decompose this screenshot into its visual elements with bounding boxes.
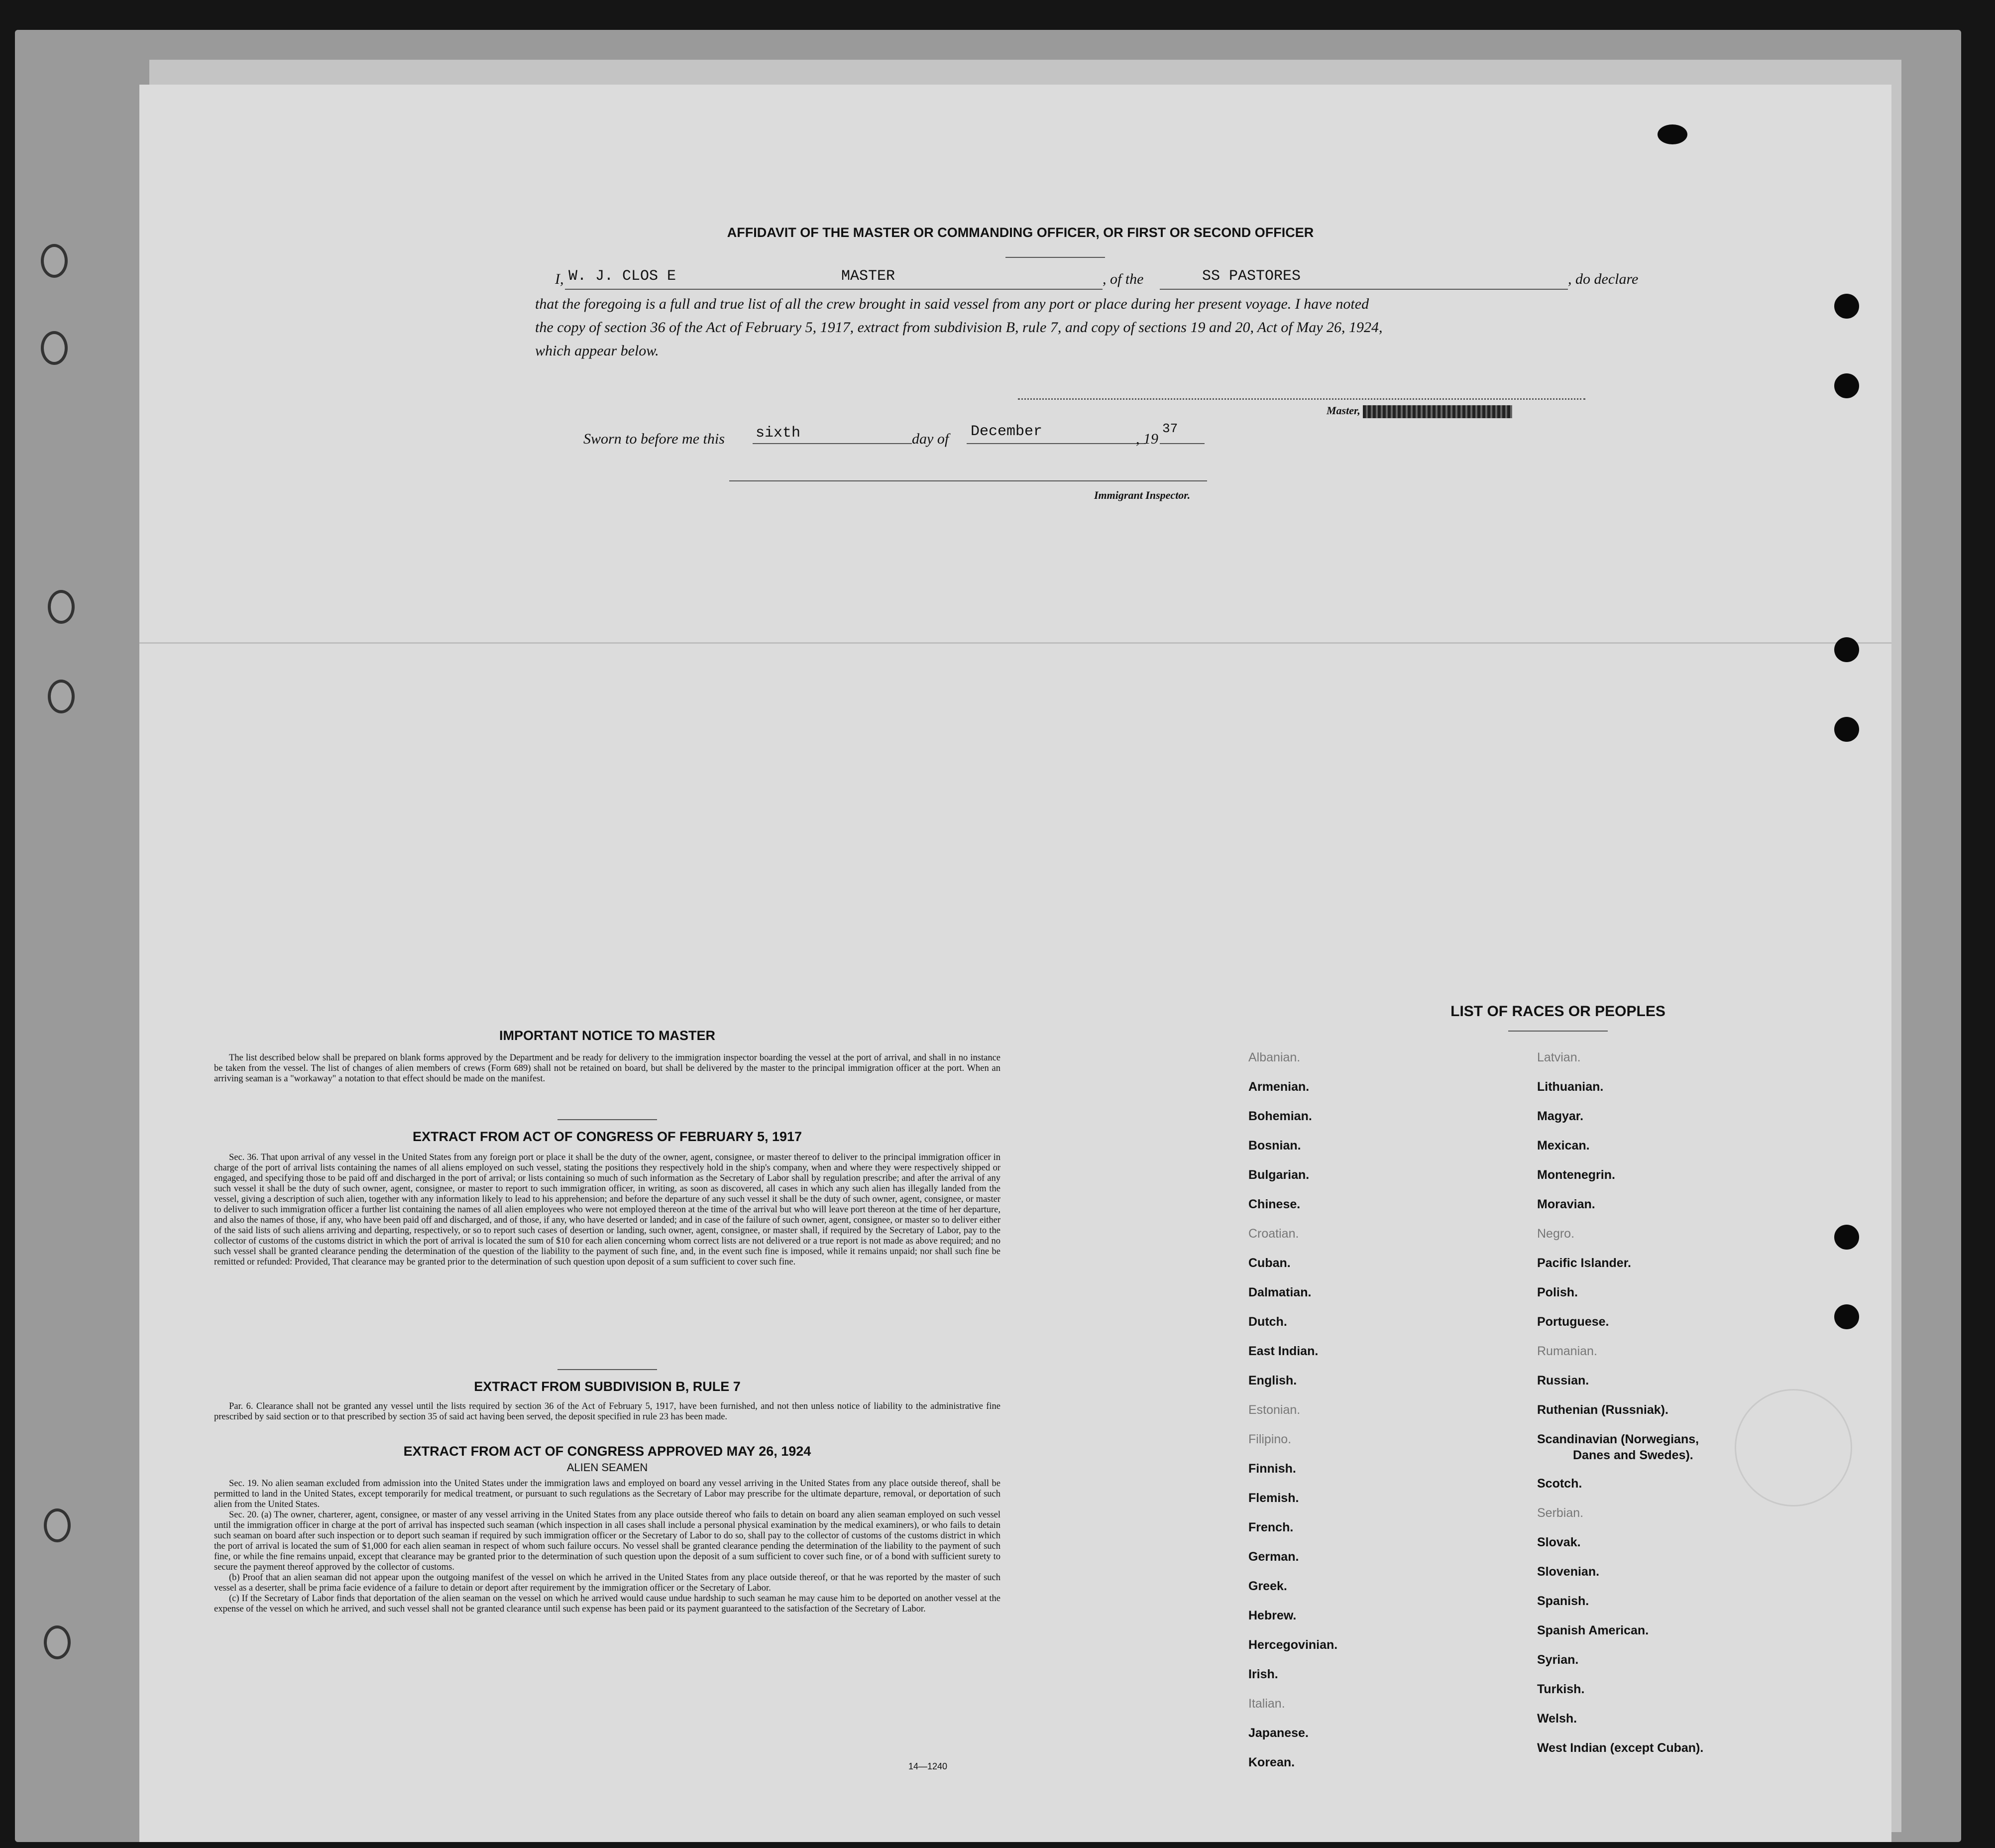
race-item: Syrian. bbox=[1537, 1653, 1579, 1667]
race-item: Russian. bbox=[1537, 1374, 1589, 1387]
race-item: Filipino. bbox=[1248, 1432, 1292, 1446]
punch-hole bbox=[1834, 717, 1859, 742]
race-item: Japanese. bbox=[1248, 1726, 1309, 1740]
notice-title: IMPORTANT NOTICE TO MASTER bbox=[499, 1028, 715, 1043]
race-item: Negro. bbox=[1537, 1227, 1575, 1241]
master-label-wrap bbox=[1327, 404, 1512, 418]
day-value: sixth bbox=[756, 425, 801, 442]
race-item: Hercegovinian. bbox=[1248, 1638, 1338, 1652]
sec-20b-text: (b) Proof that an alien seaman did not appear upon the outgoing manifest of the vessel on which he arrived in the United States from any place outside thereof, or that he was reported by the master of such vessel as a deserter, shall be prima facie evidence of a failure to detain or deport after requirement by the immigration officer or the Secretary of Labor. bbox=[214, 1573, 1000, 1593]
document-page bbox=[139, 85, 1891, 1842]
race-item: Danes and Swedes). bbox=[1573, 1448, 1693, 1462]
subdivision-b-text: Par. 6. Clearance shall not be granted any vessel until the lists required by section 36 of the Act of February 5, 1917, have been furnished, and not then unless notice of liability to the administrative fine prescribed by said section or to that prescribed by section 35 of said act having been served, the deposit specified in rule 23 has been made. bbox=[214, 1401, 1000, 1422]
race-item: Spanish. bbox=[1537, 1594, 1589, 1608]
race-item: Irish. bbox=[1248, 1667, 1278, 1681]
extract-1917-text: Sec. 36. That upon arrival of any vessel in the United States from any foreign port or place it shall be the duty of the owner, agent, consignee, or master thereof to deliver to the principal immigration officer in charge of the port of arrival lists containing the names of all aliens employed on such vessel, stating the positions they respectively hold in the ship's company, when and where they were respectively shipped or engaged, and specifying those to be paid off and discharged in the port of arrival; or lists containing so much of such information as the Secretary of Labor shall by regulation prescribe; and after the arrival of any such vessel it shall be the duty of such owner, agent, consignee, or master to report to such immigration officer, in writing, as soon as discovered, all cases in which any such alien has illegally landed from the vessel, giving a description of such alien, together with any information likely to lead to his apprehension; and before the departure of any such vessel it shall be the duty of such owner, agent, consignee, or master to deliver to such immigration officer a further list containing the names of all alien employees who were not employed thereon at the time of the arrival but who will leave port thereon at the time of her departure, and also the names of those, if any, who have been paid off and discharged, and of those, if any, who have deserted or landed; and in case of the failure of such owner, agent, consignee, or master so to deliver either of the said lists of such aliens arriving and departing, respectively, or so to report such cases of desertion or landing, such owner, agent, consignee, or master shall, if required by the Secretary of Labor, pay to the collector of customs of the customs district in which the port of arrival is located the sum of $10 for each alien concerning whom correct lists are not delivered or a true report is not made as above required; and no such vessel shall be granted clearance pending the determination of the question of the liability to the payment of such fine, and, in the event such fine is imposed, while it remains unpaid; nor shall such fine be remitted or refunded: Provided, That clearance may be granted prior to the determination of such question upon deposit of a sum sufficient to cover such fine. bbox=[214, 1153, 1000, 1267]
separator-rule bbox=[557, 1119, 657, 1120]
race-item: Lithuanian. bbox=[1537, 1080, 1604, 1094]
alien-seamen-subtitle: ALIEN SEAMEN bbox=[566, 1461, 648, 1474]
races-rule bbox=[1508, 1031, 1608, 1032]
race-item: Chinese. bbox=[1248, 1197, 1301, 1211]
race-item: Greek. bbox=[1248, 1579, 1287, 1593]
race-item: Korean. bbox=[1248, 1755, 1295, 1769]
day-underline bbox=[753, 443, 912, 444]
sec-20c-text: (c) If the Secretary of Labor finds that deportation of the alien seaman on the vessel on which he arrived would cause undue hardship to such seaman he may cause him to be deported on another vessel at the expense of the vessel on which he arrived, and such vessel shall not be granted clearance until such expense has been paid or its payment guaranteed to the satisfaction of the Secretary of Labor. bbox=[214, 1594, 1000, 1614]
race-item: West Indian (except Cuban). bbox=[1537, 1741, 1704, 1755]
vessel-value: SS PASTORES bbox=[1202, 268, 1301, 285]
i-label: I, bbox=[555, 271, 564, 287]
punch-hole bbox=[1834, 294, 1859, 319]
race-item: English. bbox=[1248, 1374, 1297, 1387]
sec-20a-text: Sec. 20. (a) The owner, charterer, agent, consignee, or master of any vessel arriving in the United States from any place outside thereof who fails to detain on board any alien seaman employed on such vessel until the immigration officer in charge at the port of arrival has inspected such seaman (which inspection in all cases shall include a personal physical examination by the medical examiners), or who fails to detain such seaman on board after such inspection or to deport such seaman if required by such immigration officer or the Secretary of Labor to do so, shall pay to the collector of customs of the customs district in which the port of arrival is located the sum of $1,000 for each alien seaman in respect of whom such failure occurs. No vessel shall be granted clearance pending the determination of the liability to the payment of such fine, or while the fine remains unpaid, except that clearance may be granted prior to the determination of such question upon the deposit of a sum sufficient to cover such fine, or of a bond with sufficient surety to secure the payment thereof approved by the collector of customs. bbox=[214, 1510, 1000, 1572]
race-item: Cuban. bbox=[1248, 1256, 1291, 1270]
of-the-label: , of the bbox=[1103, 271, 1144, 287]
embossed-seal bbox=[1735, 1389, 1852, 1506]
race-item: Bohemian. bbox=[1248, 1109, 1312, 1123]
race-item: Croatian. bbox=[1248, 1227, 1299, 1241]
race-item: Bosnian. bbox=[1248, 1139, 1301, 1153]
race-item: Slovak. bbox=[1537, 1535, 1581, 1549]
rank-value: MASTER bbox=[841, 268, 895, 285]
struck-out-text bbox=[1363, 405, 1512, 418]
year-value: 37 bbox=[1162, 421, 1178, 436]
do-declare-label: , do declare bbox=[1568, 271, 1639, 287]
declaration-line-3: which appear below. bbox=[535, 343, 659, 359]
race-item: Polish. bbox=[1537, 1285, 1578, 1299]
extract-1917-title: EXTRACT FROM ACT OF CONGRESS OF FEBRUARY 5, 1917 bbox=[412, 1129, 802, 1144]
race-item: German. bbox=[1248, 1550, 1299, 1564]
race-item: Welsh. bbox=[1537, 1712, 1577, 1726]
race-item: Italian. bbox=[1248, 1697, 1285, 1711]
race-item: Bulgarian. bbox=[1248, 1168, 1310, 1182]
master-label: Master, bbox=[1327, 404, 1360, 417]
inspector-label: Immigrant Inspector. bbox=[1094, 489, 1191, 501]
race-item: French. bbox=[1248, 1520, 1294, 1534]
race-item: Magyar. bbox=[1537, 1109, 1584, 1123]
sworn-label: Sworn to before me this bbox=[583, 431, 725, 447]
race-item: Spanish American. bbox=[1537, 1623, 1649, 1637]
race-item: Estonian. bbox=[1248, 1403, 1301, 1417]
race-item: Hebrew. bbox=[1248, 1609, 1297, 1622]
month-value: December bbox=[971, 423, 1043, 440]
separator-rule bbox=[557, 1369, 657, 1370]
binder-ring bbox=[44, 1508, 71, 1542]
race-item: Serbian. bbox=[1537, 1506, 1584, 1520]
race-item: Pacific Islander. bbox=[1537, 1256, 1631, 1270]
race-item: Scandinavian (Norwegians, bbox=[1537, 1432, 1699, 1446]
extract-1924-body bbox=[214, 1479, 1000, 1615]
master-signature-line bbox=[1018, 398, 1585, 400]
form-number: 14—1240 bbox=[908, 1761, 948, 1771]
day-of-label: day of bbox=[912, 431, 949, 447]
race-item: Ruthenian (Russniak). bbox=[1537, 1403, 1668, 1417]
race-item: Finnish. bbox=[1248, 1462, 1296, 1476]
binder-ring bbox=[48, 590, 75, 624]
race-item: Flemish. bbox=[1248, 1491, 1299, 1505]
subdivision-b-body bbox=[214, 1401, 1000, 1422]
binder-ring bbox=[41, 331, 68, 365]
races-title: LIST OF RACES OR PEOPLES bbox=[1450, 1003, 1665, 1020]
race-item: Rumanian. bbox=[1537, 1344, 1597, 1358]
race-item: Slovenian. bbox=[1537, 1565, 1600, 1579]
page-fold bbox=[139, 642, 1891, 644]
race-item: Moravian. bbox=[1537, 1197, 1595, 1211]
title-rule bbox=[1005, 257, 1105, 258]
race-item: Mexican. bbox=[1537, 1139, 1590, 1153]
binder-ring bbox=[48, 680, 75, 713]
race-item: Dalmatian. bbox=[1248, 1285, 1312, 1299]
year-prefix-label: , 19 bbox=[1136, 431, 1158, 447]
race-item: Montenegrin. bbox=[1537, 1168, 1615, 1182]
master-name-value: W. J. CLOS E bbox=[568, 268, 676, 285]
declaration-line-1: that the foregoing is a full and true list of all the crew brought in said vessel from any port or place during her present voyage. I have noted bbox=[535, 296, 1369, 312]
year-underline bbox=[1160, 443, 1205, 444]
race-item: Latvian. bbox=[1537, 1050, 1581, 1064]
punch-hole bbox=[1834, 373, 1859, 398]
binder-ring bbox=[41, 244, 68, 278]
race-item: Armenian. bbox=[1248, 1080, 1310, 1094]
race-item: Portuguese. bbox=[1537, 1315, 1609, 1329]
punch-hole bbox=[1834, 1225, 1859, 1250]
declaration-line-2: the copy of section 36 of the Act of February 5, 1917, extract from subdivision B, rule 7, and copy of sections 19 and 20, Act of May 26, 1924, bbox=[535, 319, 1383, 336]
race-item: East Indian. bbox=[1248, 1344, 1319, 1358]
extract-1924-title: EXTRACT FROM ACT OF CONGRESS APPROVED MAY 26, 1924 bbox=[403, 1444, 811, 1459]
month-underline bbox=[967, 443, 1146, 444]
sec-19-text: Sec. 19. No alien seaman excluded from admission into the United States under the immigration laws and employed on board any vessel arriving in the United States from any place outside thereof, shall be permitted to land in the United States, except temporarily for medical treatment, or pursuant to such regulations as the Secretary of Labor may prescribe for the ultimate departure, removal, or deportation of such alien from the United States. bbox=[214, 1479, 1000, 1509]
affidavit-title: AFFIDAVIT OF THE MASTER OR COMMANDING OFFICER, OR FIRST OR SECOND OFFICER bbox=[727, 225, 1314, 240]
race-item: Dutch. bbox=[1248, 1315, 1287, 1329]
vessel-underline bbox=[1160, 289, 1568, 290]
race-item: Turkish. bbox=[1537, 1682, 1585, 1696]
ink-blot bbox=[1658, 124, 1687, 144]
binder-ring bbox=[44, 1625, 71, 1659]
race-item: Scotch. bbox=[1537, 1477, 1582, 1491]
subdivision-b-title: EXTRACT FROM SUBDIVISION B, RULE 7 bbox=[474, 1379, 741, 1394]
inspector-signature-line bbox=[729, 480, 1207, 481]
race-item: Albanian. bbox=[1248, 1050, 1301, 1064]
notice-body bbox=[214, 1053, 1000, 1084]
name-underline bbox=[565, 289, 1103, 290]
punch-hole bbox=[1834, 1304, 1859, 1329]
punch-hole bbox=[1834, 637, 1859, 662]
notice-text: The list described below shall be prepared on blank forms approved by the Department and be ready for delivery to the immigration inspector boarding the vessel at the port of arrival, and shall in no instance be taken from the vessel. The list of changes of alien members of crews (Form 689) shall not be retained on board, but shall be delivered by the master to the principal immigration officer at the port. When an arriving seaman is a "workaway" a notation to that effect should be made on the manifest. bbox=[214, 1053, 1000, 1084]
extract-1917-body bbox=[214, 1153, 1000, 1268]
